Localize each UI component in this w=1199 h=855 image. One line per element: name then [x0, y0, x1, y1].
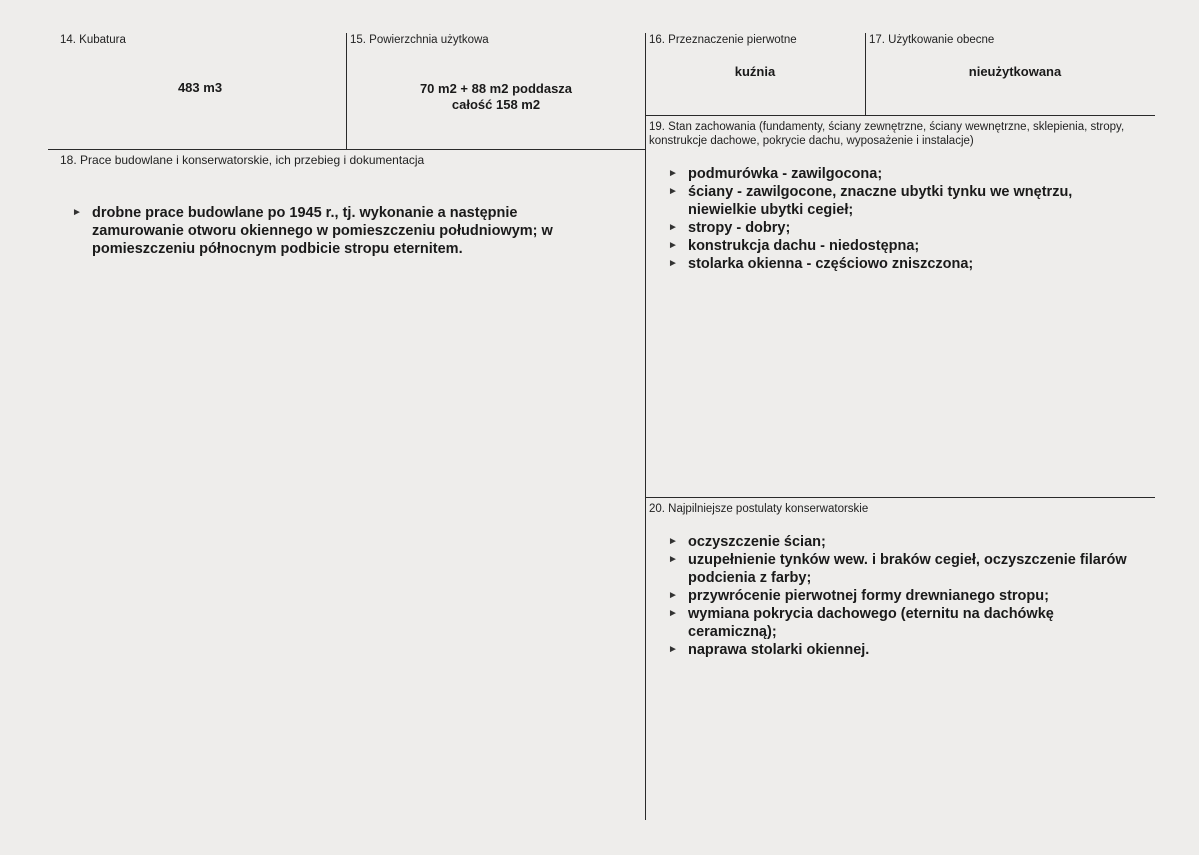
field-20-list [668, 533, 1138, 659]
list-item: ► przywrócenie pierwotnej formy drewnianego stropu; [668, 587, 1138, 605]
field-15-value [366, 81, 626, 113]
field-15-value-line1: 70 m2 + 88 m2 poddasza [419, 81, 573, 96]
field-15-value-line2: całość 158 m2 [451, 97, 541, 112]
list-item: ► ściany - zawilgocone, znaczne ubytki tynku we wnętrzu, niewielkie ubytki cegieł; [668, 183, 1138, 219]
field-14-value: 483 m3 [177, 80, 223, 95]
field-16-label: 16. Przeznaczenie pierwotne [649, 34, 797, 46]
list-item: ► uzupełnienie tynków wew. i braków cegieł, oczyszczenie filarów podcienia z farby; [668, 551, 1138, 587]
divider-row1-right [645, 115, 1155, 116]
field-14-label: 14. Kubatura [60, 34, 126, 46]
list-item: ► oczyszczenie ścian; [668, 533, 1138, 551]
list-item: ► naprawa stolarki okiennej. [668, 641, 1138, 659]
field-18-list [72, 204, 612, 258]
divider-row1-left [48, 149, 645, 150]
field-16-value: kuźnia [734, 64, 776, 79]
list-item: ► stropy - dobry; [668, 219, 1138, 237]
field-20-label: 20. Najpilniejsze postulaty konserwatorskie [649, 503, 869, 515]
field-19-list [668, 165, 1138, 273]
divider-16-17 [865, 33, 866, 115]
field-17-value: nieużytkowana [968, 64, 1062, 79]
field-18-label: 18. Prace budowlane i konserwatorskie, ich przebieg i dokumentacja [60, 153, 425, 167]
list-item: ► podmurówka - zawilgocona; [668, 165, 1138, 183]
field-17-label: 17. Użytkowanie obecne [869, 34, 995, 46]
divider-main-vertical [645, 33, 646, 820]
field-15-label: 15. Powierzchnia użytkowa [350, 34, 489, 46]
list-item: ► wymiana pokrycia dachowego (eternitu na dachówkę ceramiczną); [668, 605, 1138, 641]
divider-14-15 [346, 33, 347, 149]
list-item: ► stolarka okienna - częściowo zniszczona; [668, 255, 1138, 273]
divider-19-20 [645, 497, 1155, 498]
list-item: ► konstrukcja dachu - niedostępna; [668, 237, 1138, 255]
field-19-label: 19. Stan zachowania (fundamenty, ściany zewnętrzne, ściany wewnętrzne, sklepienia, stropy, konstrukcje dachowe, pokrycie dachu, wyposażenie i instalacje) [649, 121, 1125, 147]
list-item: ► drobne prace budowlane po 1945 r., tj. wykonanie a następnie zamurowanie otworu okiennego w pomieszczeniu południowym; w pomieszczeniu północnym podbicie stropu eternitem. [72, 204, 612, 258]
